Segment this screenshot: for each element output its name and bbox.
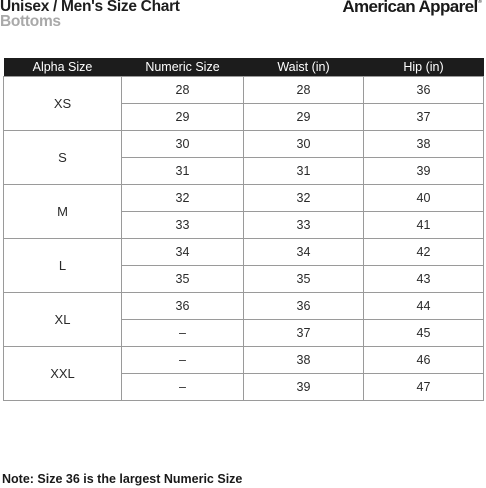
alpha-size-cell: XS	[4, 77, 122, 131]
table-row	[4, 131, 484, 158]
waist-cell: 29	[244, 104, 364, 131]
hip-cell: 38	[364, 131, 484, 158]
table-row	[4, 239, 484, 266]
hip-cell: 46	[364, 347, 484, 374]
alpha-size-cell: XXL	[4, 347, 122, 401]
hip-cell: 37	[364, 104, 484, 131]
hip-cell: 43	[364, 266, 484, 293]
waist-cell: 31	[244, 158, 364, 185]
numeric-size-cell: –	[122, 374, 244, 401]
numeric-size-cell: 33	[122, 212, 244, 239]
numeric-size-cell: –	[122, 347, 244, 374]
numeric-size-cell: 29	[122, 104, 244, 131]
hip-cell: 47	[364, 374, 484, 401]
table-row	[4, 293, 484, 320]
hip-cell: 40	[364, 185, 484, 212]
waist-cell: 30	[244, 131, 364, 158]
alpha-size-cell: XL	[4, 293, 122, 347]
header-alpha-size: Alpha Size	[4, 58, 122, 77]
waist-cell: 28	[244, 77, 364, 104]
alpha-size-cell: S	[4, 131, 122, 185]
hip-cell: 36	[364, 77, 484, 104]
numeric-size-cell: 31	[122, 158, 244, 185]
numeric-size-cell: 34	[122, 239, 244, 266]
numeric-size-cell: 28	[122, 77, 244, 104]
header-hip: Hip (in)	[364, 58, 484, 77]
hip-cell: 39	[364, 158, 484, 185]
numeric-size-cell: –	[122, 320, 244, 347]
waist-cell: 34	[244, 239, 364, 266]
brand-logo	[342, 0, 482, 17]
table-row	[4, 185, 484, 212]
brand-name: American Apparel	[342, 0, 478, 16]
waist-cell: 32	[244, 185, 364, 212]
waist-cell: 39	[244, 374, 364, 401]
waist-cell: 33	[244, 212, 364, 239]
numeric-size-cell: 35	[122, 266, 244, 293]
hip-cell: 45	[364, 320, 484, 347]
page-subtitle: Bottoms	[0, 13, 61, 30]
waist-cell: 38	[244, 347, 364, 374]
numeric-size-cell: 32	[122, 185, 244, 212]
size-chart-body	[4, 77, 484, 401]
size-chart-table	[3, 58, 484, 401]
table-header-row	[4, 58, 484, 77]
waist-cell: 35	[244, 266, 364, 293]
registered-mark: ®	[477, 0, 482, 5]
waist-cell: 37	[244, 320, 364, 347]
alpha-size-cell: L	[4, 239, 122, 293]
hip-cell: 44	[364, 293, 484, 320]
table-row	[4, 347, 484, 374]
hip-cell: 42	[364, 239, 484, 266]
numeric-size-cell: 36	[122, 293, 244, 320]
hip-cell: 41	[364, 212, 484, 239]
footnote: Note: Size 36 is the largest Numeric Size	[2, 472, 243, 486]
page-title: Unisex / Men's Size Chart	[0, 0, 180, 15]
header-numeric-size: Numeric Size	[122, 58, 244, 77]
waist-cell: 36	[244, 293, 364, 320]
numeric-size-cell: 30	[122, 131, 244, 158]
alpha-size-cell: M	[4, 185, 122, 239]
table-row	[4, 77, 484, 104]
header-waist: Waist (in)	[244, 58, 364, 77]
